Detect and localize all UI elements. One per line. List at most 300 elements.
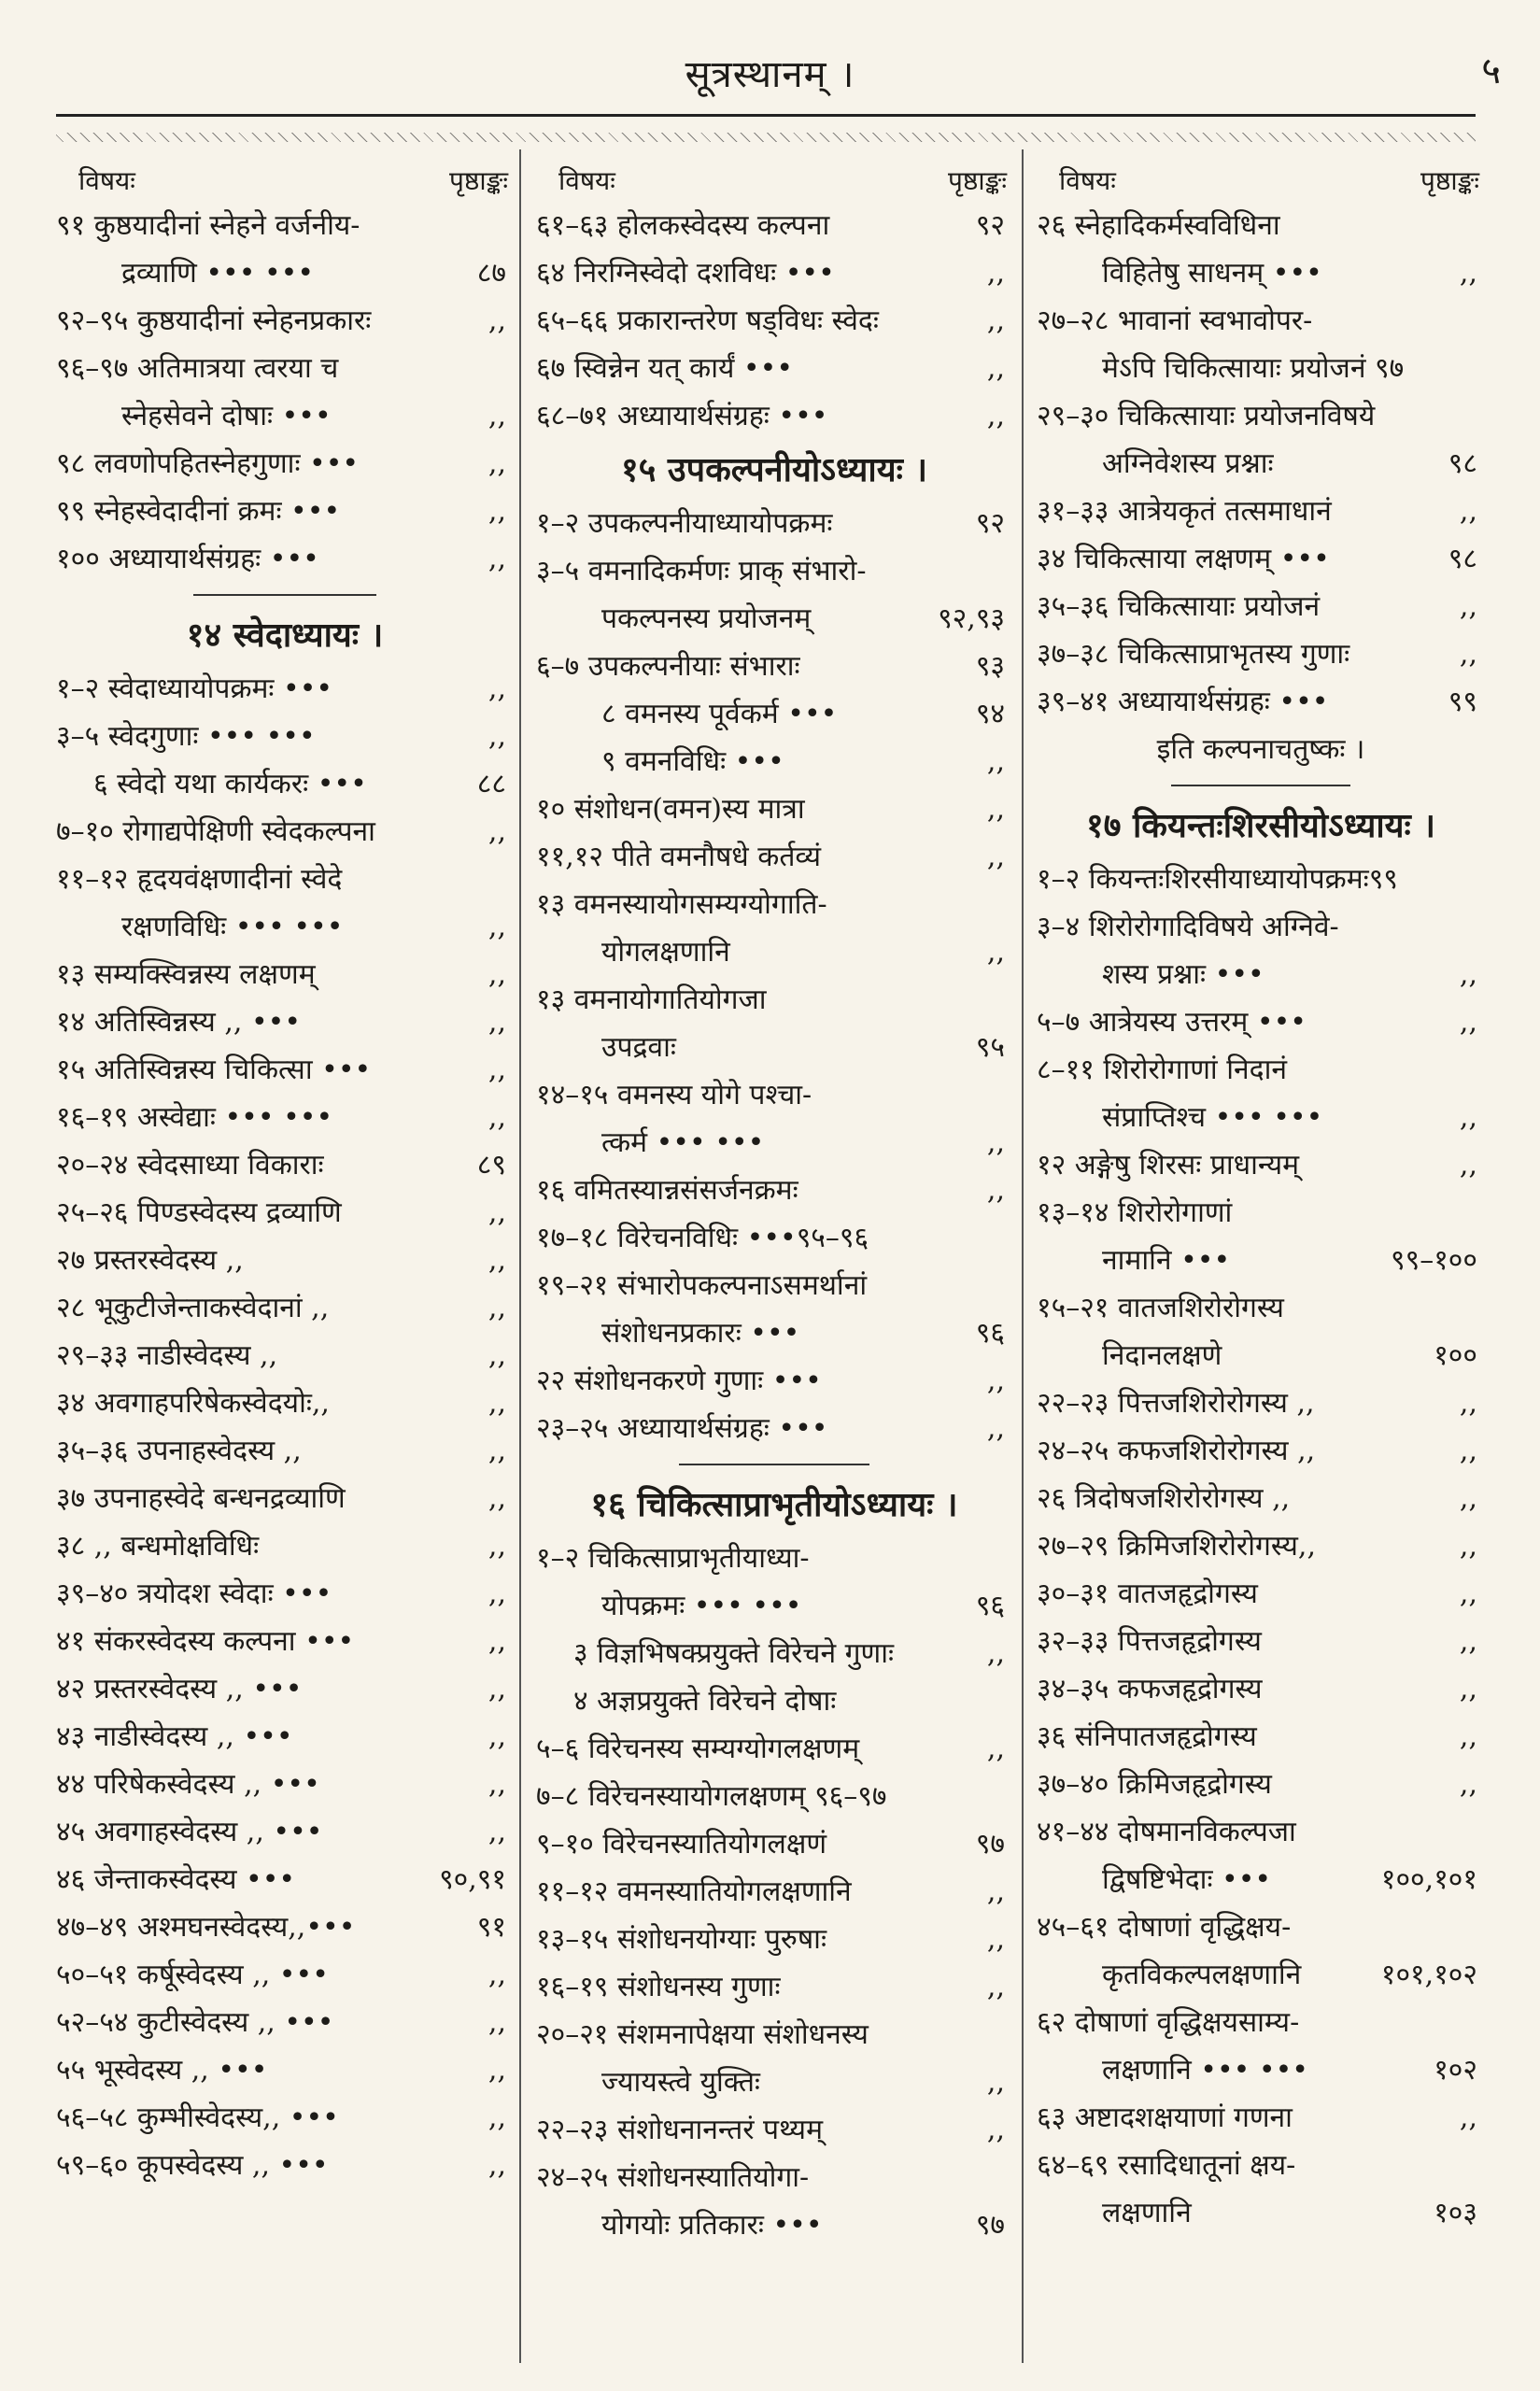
entry-title: ४१ संकरस्वेदस्य कल्पना ••• [56,1625,355,1658]
entry-page: ,, [986,2114,1005,2146]
toc-entry [1037,1475,1485,1522]
toc-entry [536,202,1012,249]
toc-entry [56,1141,514,1189]
toc-entry [536,392,1012,440]
entry-title: उपद्रवाः [601,1031,676,1064]
toc-entry [56,392,514,440]
entry-title: ३–५ स्वेदगुणाः ••• ••• [56,720,316,753]
entry-title: ४६ जेन्ताकस्वेदस्य ••• [56,1863,296,1896]
entry-page: ९२,९३ [938,602,1005,635]
toc-entry [1037,1189,1485,1237]
toc-entry [536,2154,1012,2201]
toc-entry [1037,1141,1485,1189]
entry-title: २७–२९ क्रिमिजशिरोरोगस्य,, [1037,1530,1316,1563]
entry-title: द्विषष्टिभेदाः ••• [1102,1863,1272,1896]
toc-entry [56,1618,514,1665]
toc-entry [536,833,1012,881]
toc-entry [536,1309,1012,1357]
subject-heading: विषयः [558,165,615,196]
entry-title: १० संशोधन(वमन)स्य मात्रा [536,793,805,826]
entry-title: ३०–३१ वातजहृद्रोगस्य [1037,1577,1258,1610]
entry-title: ११,१२ पीते वमनौषधे कर्तव्यं [536,841,822,873]
entry-title: ९६–९७ अतिमात्रया त्वरया च [56,352,339,385]
entry-title: ५६–५८ कुम्भीस्वेदस्य,, ••• [56,2101,339,2134]
toc-entry [56,1713,514,1761]
entry-title: ४१–४४ दोषमानविकल्पजा [1037,1816,1296,1848]
entry-page: ,, [487,304,506,337]
toc-entry [536,928,1012,976]
toc-entry [536,738,1012,785]
column-header [1037,159,1485,202]
entry-page: ,, [1459,1673,1477,1705]
entry-page: ९०,९१ [439,1863,506,1896]
toc-entry [536,345,1012,392]
wavy-rule [56,133,1476,142]
toc-entry [56,2094,514,2142]
toc-entry [1037,345,1485,392]
toc-entry [536,1963,1012,2011]
entry-title: १२ अङ्गेषु शिरसः प्राधान्यम् [1037,1149,1300,1181]
chapter-heading: १४ स्वेदाध्यायः । [186,615,384,655]
entry-title: ३–५ वमनादिकर्मणः प्राक् संभारो- [536,555,867,587]
toc-entry [536,1119,1012,1167]
entry-page: ८९ [476,1149,506,1181]
entry-title: २२–२३ संशोधनानन्तरं पथ्यम् [536,2114,824,2146]
entry-page: ९९ [1448,686,1477,718]
entry-page: ,, [1459,257,1477,290]
entry-title: ६ स्वेदो यथा कार्यकरः ••• [93,768,367,800]
toc-entry [56,760,514,808]
toc-entry [56,440,514,488]
entry-title: योपक्रमः ••• ••• [601,1590,802,1622]
toc-entry [56,488,514,535]
entry-title: ३१–३३ आत्रेयकृतं तत्समाधानं [1037,495,1332,528]
toc-entry [56,1332,514,1379]
entry-page: ,, [487,1720,506,1753]
toc-entry [536,1677,1012,1725]
toc-entry [536,1773,1012,1820]
toc-entry [1037,1570,1485,1618]
entry-title: ३४ चिकित्साया लक्षणम् ••• [1037,543,1330,575]
toc-entry [1037,1284,1485,1332]
entry-title: २५–२६ पिण्डस्वेदस्य द्रव्याणि [56,1196,342,1229]
toc-entry [56,1427,514,1475]
entry-title: ६४ निरग्निस्वेदो दशविधः ••• [536,257,835,290]
header-rule [56,114,1476,117]
entry-title: २६ त्रिदोषजशिरोरोगस्य ,, [1037,1482,1291,1515]
toc-entry [56,808,514,856]
entry-page: ,, [1459,590,1477,623]
toc-entry [536,1071,1012,1119]
subject-heading: विषयः [78,165,135,196]
entry-title: ६८–७१ अध्यायार्थसंग्रहः ••• [536,400,828,432]
toc-entry [1037,488,1485,535]
toc-entry [1037,998,1485,1046]
toc-entry [56,1665,514,1713]
toc-entry [1037,2094,1485,2142]
entry-title: ४४ परिषेकस्वेदस्य ,, ••• [56,1768,320,1801]
toc-entry [56,1237,514,1284]
entry-title: पकल्पनस्य प्रयोजनम् [601,602,812,635]
toc-entry [536,500,1012,547]
entry-page: १०३ [1434,2197,1477,2229]
entry-title: २६ स्नेहादिकर्मस्वविधिना [1037,209,1280,242]
entry-title: १६–१९ संशोधनस्य गुणाः [536,1971,781,2003]
toc-entry [1037,630,1485,678]
entry-title: ६५–६६ प्रकारान्तरेण षड्विधः स्वेदः [536,304,879,337]
toc-entry [56,297,514,345]
toc-entry [536,297,1012,345]
toc-entry [536,1535,1012,1582]
entry-title: ६७ स्विन्नेन यत् कार्यं ••• [536,352,794,385]
entry-page: ,, [487,447,506,480]
entry-page: ,, [487,1196,506,1229]
entry-page: ९१ [476,1911,506,1944]
entry-title: ३–४ शिरोरोगादिविषये अग्निवे- [1037,911,1339,943]
entry-title: ११–१२ वमनस्यातियोगलक्षणानि [536,1875,852,1908]
toc-entry [56,1570,514,1618]
entry-page: ,, [487,1577,506,1610]
entry-page: ,, [1459,1006,1477,1039]
entry-page: ,, [487,1244,506,1277]
entry-title: १९–२१ संभारोपकल्पनाऽसमर्थानां [536,1269,868,1302]
entry-title: ३७–४० क्रिमिजहृद्रोगस्य [1037,1768,1272,1801]
toc-entry [1037,1332,1485,1379]
entry-page: ,, [487,1339,506,1372]
chapter-heading: १५ उपकल्पनीयोऽध्यायः । [620,450,928,489]
entry-title: ५९–६० कूपस्वेदस्य ,, ••• [56,2149,329,2182]
toc-entry [536,249,1012,297]
toc-entry [1037,951,1485,998]
entry-title: १–२ स्वेदाध्यायोपक्रमः ••• [56,672,333,705]
toc-entry [1037,1713,1485,1761]
entry-page: ,, [986,1733,1005,1765]
section-divider [536,1452,1012,1475]
entry-title: ६–७ उपकल्पनीयाः संभाराः [536,650,800,683]
entry-page: ,, [1459,495,1477,528]
entry-title: ४५–६१ दोषाणां वृद्धिक्षय- [1037,1911,1292,1944]
entry-page: ,, [487,2054,506,2087]
toc-entry [56,1522,514,1570]
entry-page: ९८ [1448,543,1477,575]
entry-title: ४७–४९ अश्मघनस्वेदस्य,,••• [56,1911,356,1944]
entry-page: १०० [1434,1339,1477,1372]
toc-entry [56,713,514,760]
entry-title: ज्यायस्त्वे युक्तिः [601,2066,760,2099]
toc-entry [1037,535,1485,583]
entry-title: ११–१२ हृदयवंक्षणादीनां स्वेदे [56,863,343,896]
toc-entry [536,2059,1012,2106]
entry-page: ,, [487,2101,506,2134]
toc-column-3 [1037,159,1485,2363]
entry-page: ९३ [975,650,1005,683]
entry-title: २९–३३ नाडीस्वेदस्य ,, [56,1339,278,1372]
toc-entry [536,1582,1012,1630]
toc-entry [1037,1237,1485,1284]
entry-page: ,, [986,2066,1005,2099]
entry-title: लक्षणानि ••• ••• [1102,2054,1308,2087]
entry-page: ,, [986,1971,1005,2003]
toc-entry [1037,1903,1485,1951]
entry-title: २०–२१ संशमनापेक्षया संशोधनस्य [536,2018,869,2051]
toc-entry [536,1024,1012,1071]
entry-page: ,, [986,793,1005,826]
entry-title: ४५ अवगाहस्वेदस्य ,, ••• [56,1816,323,1848]
entry-page: १००,१०१ [1380,1863,1477,1896]
entry-title: लक्षणानि [1102,2197,1192,2229]
toc-entry [536,1262,1012,1309]
entry-title: योगलक्षणानि [601,936,730,969]
entry-title: द्रव्याणि ••• ••• [121,257,315,290]
entry-title: १४ अतिस्विन्नस्य ,, ••• [56,1006,302,1039]
toc-entry [1037,856,1485,903]
entry-title: अग्निवेशस्य प्रश्नाः [1102,447,1274,480]
section-divider [56,583,514,605]
toc-entry [1037,583,1485,630]
toc-entry [1037,2189,1485,2237]
toc-entry [536,1405,1012,1452]
entry-title: ५–७ आत्रेयस्य उत्तरम् ••• [1037,1006,1307,1039]
entry-title: ६३ अष्टादशक्षयाणां गणना [1037,2101,1293,2134]
toc-entry [56,998,514,1046]
entry-page: १०२ [1434,2054,1477,2087]
entry-title: ३७ उपनाहस्वेदे बन्धनद्रव्याणि [56,1482,346,1515]
toc-entry [1037,1094,1485,1141]
entry-page: ,, [1459,1577,1477,1610]
toc-entry [1037,1427,1485,1475]
entry-title: १५ अतिस्विन्नस्य चिकित्सा ••• [56,1054,372,1086]
entry-title: ३९–४० त्रयोदश स्वेदाः ••• [56,1577,332,1610]
toc-entry [56,2046,514,2094]
entry-title: ५२–५४ कुटीस्वेदस्य ,, ••• [56,2006,334,2039]
toc-entry [1037,440,1485,488]
entry-page: ,, [487,720,506,753]
entry-page: ,, [487,2006,506,2039]
entry-page: ९४ [975,698,1005,730]
entry-title: शस्य प्रश्नाः ••• [1102,958,1264,991]
toc-entry [536,690,1012,738]
entry-page: ,, [986,257,1005,290]
entry-page: ,, [487,815,506,848]
entry-title: २७ प्रस्तरस्वेदस्य ,, [56,1244,244,1277]
entry-page: ,, [986,1875,1005,1908]
toc-entry [56,249,514,297]
entry-page: ,, [487,400,506,432]
entry-title: त्कर्म ••• ••• [601,1126,765,1159]
toc-entry [536,1357,1012,1405]
entry-title: ६४–६९ रसादिधातूनां क्षय- [1037,2149,1296,2182]
toc-entry [536,881,1012,928]
entry-title: संप्राप्तिश्च ••• ••• [1102,1101,1323,1134]
toc-entry [1037,249,1485,297]
entry-page: ९६ [975,1317,1005,1350]
entry-title: ८ वमनस्य पूर्वकर्म ••• [601,698,838,730]
entry-title: संशोधनप्रकारः ••• [601,1317,800,1350]
entry-title: १–२ उपकल्पनीयाध्यायोपक्रमः [536,507,833,540]
toc-entry [56,1189,514,1237]
entry-title: ४३ नाडीस्वेदस्य ,, ••• [56,1720,293,1753]
toc-entry [536,976,1012,1024]
chapter-heading: १६ चिकित्साप्राभृतीयोऽध्यायः । [590,1485,958,1524]
entry-page: ,, [986,1412,1005,1445]
toc-entry [1037,1618,1485,1665]
entry-page: ,, [1459,1482,1477,1515]
entry-page: ,, [1459,1101,1477,1134]
entry-page: ,, [487,1435,506,1467]
entry-title: १३ सम्यक्स्विन्नस्य लक्षणम् [56,958,316,991]
entry-title: मेऽपि चिकित्सायाः प्रयोजनं ९७ [1102,352,1405,385]
toc-entry [1037,392,1485,440]
toc-entry [56,1856,514,1903]
toc-entry [536,643,1012,690]
toc-entry [536,1916,1012,1963]
column-divider [1022,149,1024,2363]
entry-title: ७–१० रोगाद्यपेक्षिणी स्वेदकल्पना [56,815,375,848]
entry-page: ,, [986,841,1005,873]
entry-page: ९५ [975,1031,1005,1064]
entry-page: ,, [487,1292,506,1324]
toc-entry [1037,1046,1485,1094]
entry-title: निदानलक्षणे [1102,1339,1222,1372]
entry-title: ३५–३६ चिकित्सायाः प्रयोजनं [1037,590,1321,623]
toc-entry [536,1868,1012,1916]
entry-title: १३ वमनस्यायोगसम्यग्योगाति- [536,888,827,921]
entry-page: ,, [986,1174,1005,1207]
entry-title: २४–२५ संशोधनस्यातियोगा- [536,2161,810,2194]
entry-page: ९६ [975,1590,1005,1622]
toc-column-2 [536,159,1012,2363]
toc-list [536,202,1012,2249]
toc-entry [56,345,514,392]
entry-page: ,, [986,1126,1005,1159]
toc-entry [56,903,514,951]
entry-title: ६१–६३ होलकस्वेदस्य कल्पना [536,209,830,242]
toc-entry [1037,678,1485,726]
entry-title: ५–६ विरेचनस्य सम्यग्योगलक्षणम् [536,1733,860,1765]
entry-title: १७–१८ विरेचनविधिः •••९५–९६ [536,1222,869,1254]
entry-page: ,, [1459,2101,1477,2134]
toc-entry [1037,1951,1485,1999]
toc-column-1 [56,159,514,2363]
entry-title: १३ वमनायोगातियोगजा [536,983,767,1016]
toc-entry [56,951,514,998]
entry-title: २९–३० चिकित्सायाः प्रयोजनविषये [1037,400,1376,432]
toc-entry [56,1951,514,1999]
toc-entry [1037,202,1485,249]
entry-title: ९२–९५ कुष्ठयादीनां स्नेहनप्रकारः [56,304,372,337]
entry-page: ,, [487,1387,506,1420]
entry-page: ,, [986,1637,1005,1670]
entry-title: २७–२८ भावानां स्वभावोपर- [1037,304,1313,337]
entry-page: ९८ [1448,447,1477,480]
entry-page: ,, [1459,1435,1477,1467]
toc-entry [56,1761,514,1808]
section-end-note: इति कल्पनाचतुष्कः । [1156,733,1365,766]
entry-page: ९९–१०० [1391,1244,1477,1277]
page-number: ५ [1481,50,1501,92]
page-heading: पृष्ठाङ्कः [1420,165,1479,196]
entry-page: ,, [487,1006,506,1039]
entry-title: ५५ भूस्वेदस्य ,, ••• [56,2054,268,2087]
toc-entry [1037,1522,1485,1570]
entry-page: ,, [487,958,506,991]
entry-title: ८–११ शिरोरोगाणां निदानं [1037,1054,1288,1086]
entry-page: ,, [1459,1530,1477,1563]
entry-page: ९७ [975,2209,1005,2242]
toc-entry [56,1475,514,1522]
entry-title: २३–२५ अध्यायार्थसंग्रहः ••• [536,1412,828,1445]
entry-title: १–२ चिकित्साप्राभृतीयाध्या- [536,1542,810,1575]
toc-entry [1037,297,1485,345]
toc-entry [536,1630,1012,1677]
chapter-heading: १७ कियन्तःशिरसीयोऽध्यायः । [1086,806,1435,845]
entry-page: ,, [986,304,1005,337]
entry-page: ९२ [975,209,1005,242]
entry-title: ९८ लवणोपहितस्नेहगुणाः ••• [56,447,360,480]
entry-title: ७–८ विरेचनस्यायोगलक्षणम् ९६–९७ [536,1780,887,1813]
entry-title: १४–१५ वमनस्य योगे पश्चा- [536,1079,812,1111]
entry-title: विहितेषु साधनम् ••• [1102,257,1322,290]
entry-page: ,, [487,1530,506,1563]
entry-page: १०१,१०२ [1380,1959,1477,1991]
entry-title: ३ विज्ञभिषक्प्रयुक्ते विरेचने गुणाः [573,1637,895,1670]
entry-title: २८ भूकुटीजेन्ताकस्वेदानां ,, [56,1292,330,1324]
entry-page: ,, [1459,1149,1477,1181]
entry-page: ,, [986,936,1005,969]
entry-page: ,, [487,2149,506,2182]
page-heading: पृष्ठाङ्कः [448,165,508,196]
entry-title: १०० अध्यायार्थसंग्रहः ••• [56,543,319,575]
entry-page: ,, [487,1959,506,1991]
toc-entry [1037,1379,1485,1427]
toc-entry [536,595,1012,643]
entry-title: १३–१४ शिरोरोगाणां [1037,1196,1233,1229]
toc-entry [56,202,514,249]
entry-title: ९ वमनविधिः ••• [601,745,784,778]
entry-page: ,, [986,745,1005,778]
entry-page: ,, [986,400,1005,432]
entry-title: ३७–३८ चिकित्साप्राभृतस्य गुणाः [1037,638,1350,671]
toc-entry [56,856,514,903]
entry-page: ,, [1459,1720,1477,1753]
entry-title: ३२–३३ पित्तजहृद्रोगस्य [1037,1625,1262,1658]
toc-entry [536,1820,1012,1868]
entry-title: रक्षणविधिः ••• ••• [121,911,344,943]
toc-list [56,202,514,2189]
entry-title: ३६ संनिपातजहृद्रोगस्य [1037,1720,1257,1753]
entry-title: स्नेहसेवने दोषाः ••• [121,400,332,432]
entry-page: ,, [487,672,506,705]
subject-heading: विषयः [1059,165,1116,196]
entry-page: ,, [487,1625,506,1658]
entry-title: ४२ प्रस्तरस्वेदस्य ,, ••• [56,1673,303,1705]
column-header [536,159,1012,202]
entry-title: कृतविकल्पलक्षणानि [1102,1959,1302,1991]
entry-page: ,, [487,911,506,943]
section-divider [1037,773,1485,796]
entry-title: १६–१९ अस्वेद्याः ••• ••• [56,1101,333,1134]
entry-title: ९९ स्नेहस्वेदादीनां क्रमः ••• [56,495,341,528]
entry-page: ९७ [975,1828,1005,1860]
toc-entry [1037,2142,1485,2189]
toc-entry [56,1808,514,1856]
toc-entry [536,547,1012,595]
toc-entry [56,1903,514,1951]
entry-page: ,, [487,1054,506,1086]
entry-title: ६२ दोषाणां वृद्धिक्षयसाम्य- [1037,2006,1300,2039]
toc-entry [56,2142,514,2189]
entry-page: ,, [1459,638,1477,671]
